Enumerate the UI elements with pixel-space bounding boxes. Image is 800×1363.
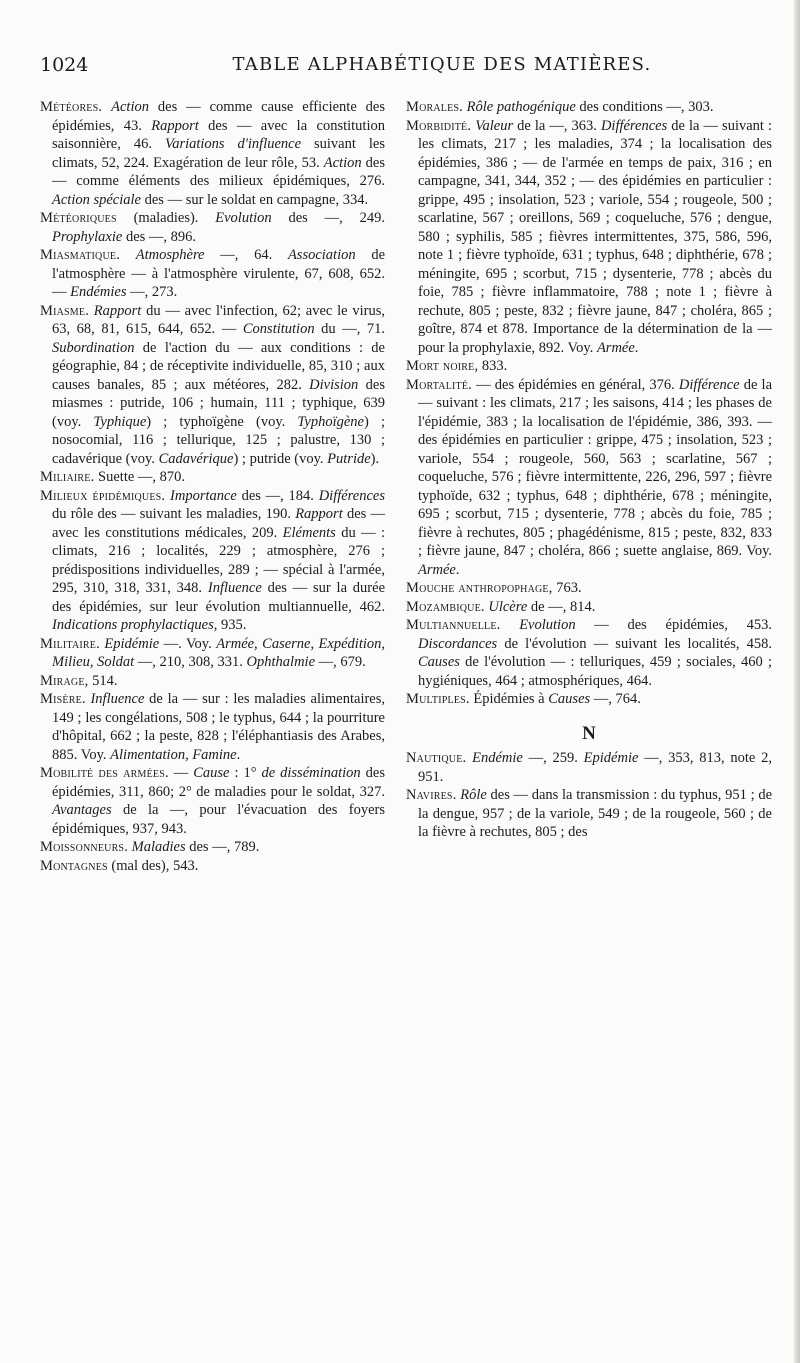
entry-text: de la —, 363. bbox=[513, 117, 601, 134]
entry-subject: Evolution bbox=[215, 210, 272, 226]
entry-text: des —, 789. bbox=[185, 839, 260, 855]
entry-headword: Nautique. bbox=[406, 750, 467, 766]
index-entry bbox=[40, 468, 385, 487]
index-section-m bbox=[406, 98, 772, 709]
entry-text: des miasmes : putride, 106 ; humain, 111 ; typhique, 639 (voy. bbox=[52, 376, 385, 430]
entry-subject: Variations d'influence bbox=[164, 136, 302, 152]
entry-text: de la — suivant : les climats, 217 ; les maladies, 374 ; la localisation des épidémies, 386 ; — de l'armée en temps de paix, 316 ; en campagne, 341, 344, 352 ; — des épidémies en particulier : grippe, 495 ; insolation, 523 ; variole, 554 ; rougeole, 500 ; scarlatine, 567 ; oreillons, 569 ; coqueluche, 576 ; dengue, 580 ; syphilis, 585 ; fièvres intermittentes, 375, 586, 596, note 1 ; fièvre typhoïde, 631 ; typhus, 648 ; diphthérie, 678 ; méningite, 695 ; scorbut, 715 ; dysenterie, 778 ; abcès du foie, 785 ; fièvre inflammatoire, 788 ; note 1 ; fièvre à rechute, 805 ; peste, 832 ; fièvre jaune, 847 ; choléra, 865 ; goître, 874 et 878. Importance de la détermination de la — pour la prophylaxie, 892. Voy. bbox=[418, 117, 772, 356]
entry-subject: Atmosphère bbox=[135, 247, 205, 263]
entry-text: ) ; typhoïgène (voy. bbox=[146, 413, 298, 430]
entry-headword: Multiples. bbox=[406, 691, 470, 707]
entry-text: 514. bbox=[88, 672, 118, 689]
entry-subject: Différences bbox=[318, 487, 385, 504]
entry-text: des — dans la transmission : du typhus, 951 ; de la dengue, 957 ; de la variole, 549 ; de la rougeole, 560 ; de la fièvre à rechutes, 805 ; des bbox=[418, 787, 773, 840]
entry-headword: Morbidité. bbox=[406, 117, 472, 134]
entry-headword: Misère. bbox=[40, 691, 86, 707]
entry-headword: Miliaire. bbox=[40, 469, 95, 485]
index-entry bbox=[406, 98, 772, 117]
entry-subject: Action bbox=[323, 154, 362, 171]
entry-headword: Milieux épidémiques. bbox=[40, 487, 166, 504]
entry-text: —, 764. bbox=[590, 691, 641, 707]
entry-text: 833. bbox=[478, 358, 508, 374]
entry-text: (mal des), 543. bbox=[107, 857, 199, 874]
entry-subject: Association bbox=[287, 247, 356, 263]
entry-text: des — sur le soldat en campagne, 334. bbox=[140, 191, 369, 208]
entry-subject: Putride bbox=[327, 450, 371, 467]
entry-headword: Montagnes bbox=[40, 857, 108, 874]
index-entry bbox=[40, 690, 385, 764]
entry-text bbox=[102, 99, 111, 115]
entry-headword: Mirage, bbox=[40, 672, 89, 689]
entry-text: , 935. bbox=[213, 617, 247, 633]
entry-text: des épidémies, 311, 860; 2° de maladies pour le soldat, 327. bbox=[52, 765, 385, 800]
entry-subject: Cadavérique bbox=[158, 450, 234, 467]
entry-subject: Rôle pathogénique bbox=[466, 99, 576, 115]
entry-text: des — comme éléments des milieux épidémiques, 276. bbox=[52, 154, 385, 189]
index-entry bbox=[40, 764, 385, 838]
index-entry bbox=[40, 672, 385, 691]
index-entry bbox=[406, 376, 772, 580]
entry-text: —. Voy. bbox=[159, 635, 217, 652]
entry-headword: Morales. bbox=[406, 99, 464, 115]
index-section-n bbox=[406, 749, 772, 842]
entry-text bbox=[120, 247, 136, 263]
index-entry bbox=[40, 98, 385, 209]
entry-subject: Influence bbox=[207, 580, 262, 596]
entry-subject: Evolution bbox=[519, 617, 576, 633]
index-column-right bbox=[406, 98, 772, 842]
entry-text: —, 259. bbox=[522, 750, 584, 766]
index-entry bbox=[406, 616, 772, 690]
entry-subject: Epidémie bbox=[583, 750, 639, 766]
entry-headword: Militaire. bbox=[40, 635, 100, 652]
entry-text: . bbox=[634, 339, 639, 356]
entry-subject: Endémie bbox=[472, 750, 523, 766]
entry-subject: Rôle bbox=[460, 787, 487, 803]
entry-text: 763. bbox=[552, 580, 582, 596]
entry-text: Épidémies à bbox=[469, 691, 549, 707]
entry-text: des —, 896. bbox=[122, 228, 197, 245]
entry-text: . bbox=[455, 561, 460, 578]
entry-headword: Météoriques bbox=[40, 210, 117, 226]
entry-headword: Mobilité des armées. bbox=[40, 765, 169, 781]
entry-text: —, 273. bbox=[126, 284, 178, 300]
entry-text: de l'action du — aux conditions : de géographie, 84 ; de réceptivite individuelle, 85, 310 ; aux causes banales, 85 ; aux météores, 282. bbox=[52, 339, 385, 393]
entry-subject: Constitution bbox=[242, 321, 315, 337]
entry-text: de la —, pour l'évacuation des foyers épidémiques, 937, 943. bbox=[52, 802, 385, 837]
entry-text: de —, 814. bbox=[527, 598, 596, 615]
page-header bbox=[40, 50, 800, 90]
index-column-left bbox=[40, 98, 385, 875]
entry-headword: Miasmatique. bbox=[40, 247, 121, 263]
entry-text: du — : climats, 216 ; localités, 229 ; atmosphère, 276 ; prédispositions individuelles, 289 ; — spécial à l'armée, 295, 310, 318, 331, 348. bbox=[52, 524, 385, 596]
entry-text: des — avec les constitutions médicales, 209. bbox=[52, 506, 385, 541]
index-entry bbox=[406, 749, 772, 786]
entry-subject: Rapport bbox=[93, 302, 142, 319]
entry-subject: Discordances bbox=[418, 635, 498, 652]
entry-text: —, 679. bbox=[315, 654, 366, 670]
entry-text: des — comme cause efficiente des épidémies, 43. bbox=[52, 99, 386, 134]
entry-subject: Causes bbox=[548, 691, 591, 707]
entry-subject: Différence bbox=[678, 376, 740, 393]
entry-text: Suette —, 870. bbox=[94, 469, 186, 485]
entry-text: de l'atmosphère — à l'atmosphère virulente, 67, 608, 652. — bbox=[52, 247, 386, 300]
index-entry bbox=[406, 690, 772, 709]
entry-headword: Moissonneurs. bbox=[40, 839, 129, 855]
entry-headword: Multiannuelle. bbox=[406, 617, 501, 633]
entry-text: : 1° bbox=[229, 765, 262, 781]
entry-headword: Mortalité. bbox=[406, 376, 472, 393]
entry-subject: Epidémie bbox=[104, 635, 160, 652]
entry-headword: Mozambique. bbox=[406, 598, 485, 615]
entry-subject: Typhoïgène bbox=[297, 413, 364, 430]
entry-text: du — avec l'infection, 62; avec le virus, 63, 68, 81, 615, 644, 652. — bbox=[52, 302, 385, 337]
entry-text: suivant les climats, 52, 224. Exagération de leur rôle, 53. bbox=[52, 136, 385, 171]
entry-subject: Causes bbox=[418, 654, 460, 670]
entry-text: — des épidémies, 453. bbox=[575, 617, 772, 633]
entry-text: ) ; nosocomial, 116 ; tellurique, 125 ; palustre, 130 ; cadavérique (voy. bbox=[52, 413, 385, 467]
entry-subject: Division bbox=[309, 376, 359, 393]
entry-text: —, 64. bbox=[204, 247, 288, 263]
page-edge-shadow bbox=[794, 0, 800, 1363]
index-entry bbox=[40, 209, 385, 246]
entry-subject: Ophthalmie bbox=[246, 654, 316, 670]
entry-text: des —, 249. bbox=[271, 210, 385, 226]
entry-subject: Subordination bbox=[52, 339, 135, 356]
index-entry bbox=[406, 786, 772, 842]
entry-subject: Valeur bbox=[475, 117, 514, 134]
entry-text: ). bbox=[370, 450, 380, 467]
entry-subject: Endémies bbox=[70, 284, 127, 300]
entry-headword: Météores. bbox=[40, 99, 103, 115]
entry-text: du —, 71. bbox=[314, 321, 386, 337]
index-entry bbox=[406, 579, 772, 598]
entry-text: —, 353, 813, note 2, 951. bbox=[418, 750, 773, 785]
entry-subject: Action spéciale bbox=[52, 191, 141, 208]
entry-text: — bbox=[168, 765, 194, 781]
entry-subject: Indications prophylactiques bbox=[52, 617, 214, 633]
entry-subject: Importance bbox=[170, 487, 237, 504]
entry-text: des —, 184. bbox=[236, 487, 319, 504]
entry-headword: Mouche anthropophage, bbox=[406, 580, 553, 596]
entry-subject: Influence bbox=[90, 691, 145, 707]
entry-subject: Rapport bbox=[295, 506, 343, 522]
section-letter-n: N bbox=[582, 722, 596, 744]
entry-text: —, 210, 308, 331. bbox=[134, 654, 247, 670]
entry-text: des conditions —, 303. bbox=[575, 99, 714, 115]
entry-text: de l'évolution — : telluriques, 459 ; sociales, 460 ; hygiéniques, 464 ; atmosphériques, 464. bbox=[418, 654, 772, 689]
entry-subject: Armée, Caserne, Expédition, Milieu, Soldat bbox=[52, 635, 386, 670]
entry-subject: Avantages bbox=[52, 802, 112, 818]
index-entry bbox=[40, 487, 385, 635]
entry-text: (maladies). bbox=[116, 210, 216, 226]
page-number: 1024 bbox=[40, 54, 89, 76]
entry-text: de la — suivant : les climats, 217 ; les saisons, 414 ; les phases de l'épidémie, 383 ; la localisation de l'épidémie, 386, 393. — des épidémies en particulier : grippe, 475 ; insolation, 523 ; variole, 554 ; rougeole, 560, 563 ; scarlatine, 567 ; coqueluche, 576 ; fièvre intermittente, 226, 296, 597 ; fièvre typhoïde, 632 ; typhus, 648 ; diphthérie, 678 ; méningite, 695 ; scorbut, 715 ; dysenterie, 778 ; abcès du foie, 785 ; fièvre à rechutes, 805 ; phagédénisme, 815 ; peste, 832, 833 ; fièvre jaune, 847 ; choléra, 866 ; suette anglaise, 869. Voy. bbox=[418, 376, 772, 559]
entry-headword: Miasme. bbox=[40, 302, 90, 319]
entry-subject: Cause bbox=[193, 765, 230, 781]
index-entry bbox=[40, 302, 385, 469]
entry-text: — des épidémies en général, 376. bbox=[472, 376, 679, 393]
entry-subject: Différences bbox=[600, 117, 668, 134]
entry-text: de la — sur : les maladies alimentaires, 149 ; les congélations, 508 ; le typhus, 644 ; la pourriture d'hôpital, 662 ; la peste, 828 ; l'éléphantiasis des Arabes, 885. Voy. bbox=[52, 691, 386, 763]
entry-text: de l'évolution — suivant les localités, 458. bbox=[497, 635, 772, 652]
entry-text bbox=[501, 617, 520, 633]
entry-subject: Typhique bbox=[93, 413, 147, 430]
entry-headword: Navires. bbox=[406, 787, 457, 803]
page-title: TABLE ALPHABÉTIQUE DES MATIÈRES. bbox=[232, 54, 652, 75]
entry-subject: Rapport bbox=[151, 117, 199, 134]
entry-subject: Ulcère bbox=[488, 598, 528, 615]
index-entry bbox=[406, 357, 772, 376]
index-entry bbox=[40, 246, 385, 302]
entry-headword: Mort noire, bbox=[406, 358, 479, 374]
entry-text: . bbox=[236, 746, 241, 763]
index-entry bbox=[406, 598, 772, 617]
entry-text: des — sur la durée des épidémies, sur leur évolution multiannuelle, 462. bbox=[52, 580, 386, 615]
index-entry bbox=[40, 635, 385, 672]
entry-subject: Eléments bbox=[282, 524, 336, 541]
entry-subject: de dissémination bbox=[261, 765, 361, 781]
entry-subject: Armée bbox=[596, 339, 635, 356]
entry-subject: Maladies bbox=[131, 839, 186, 855]
entry-text: ) ; putride (voy. bbox=[233, 450, 328, 467]
index-entry bbox=[40, 838, 385, 857]
index-entry bbox=[406, 117, 772, 358]
entry-text: des — avec la constitution saisonnière, 46. bbox=[52, 117, 385, 152]
index-entry bbox=[40, 857, 385, 876]
entry-subject: Action bbox=[111, 99, 149, 115]
entry-subject: Alimentation, Famine bbox=[110, 746, 237, 763]
entry-subject: Prophylaxie bbox=[52, 228, 123, 245]
entry-subject: Armée bbox=[418, 561, 456, 578]
entry-text: du rôle des — suivant les maladies, 190. bbox=[52, 506, 296, 522]
